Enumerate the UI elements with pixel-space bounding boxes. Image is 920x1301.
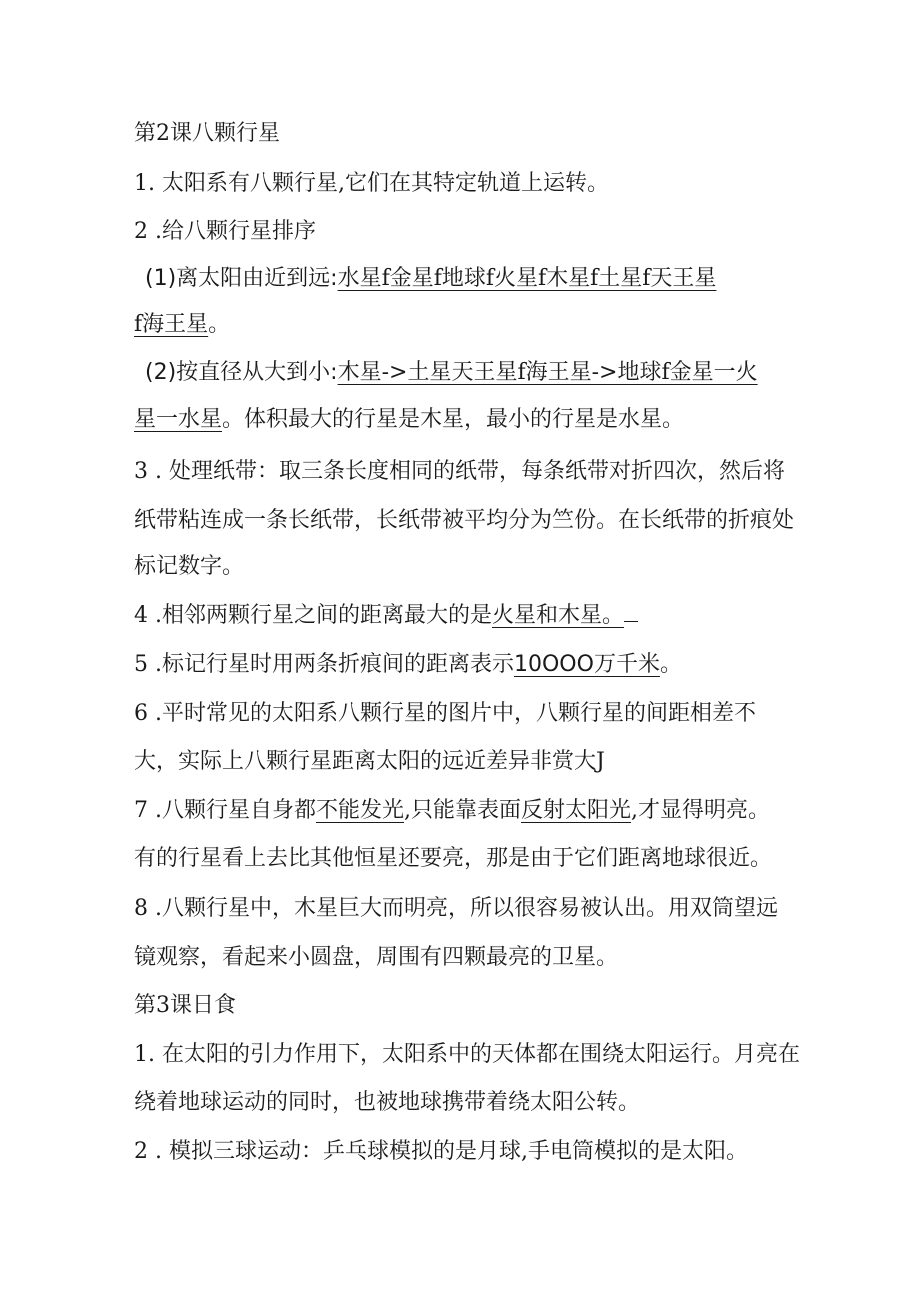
lesson2-title: 第2课八颗行星 bbox=[134, 121, 280, 146]
lesson2-item-7-line-2: 有的行星看上去比其他恒星还要亮，那是由于它们距离地球很近。 bbox=[134, 846, 773, 871]
scale-prefix: 5 .标记行星时用两条折痕间的距离表示 bbox=[134, 652, 514, 677]
lesson2-item-2-2-line-2 bbox=[134, 404, 684, 436]
answer-underline-tail bbox=[624, 603, 638, 622]
no-light-answer: 不能发光 bbox=[315, 798, 404, 823]
lesson2-item-3-line-2: 纸带粘连成一条长纸带，长纸带被平均分为竺份。在长纸带的折痕处 bbox=[134, 508, 795, 533]
largest-gap-answer: 火星和木星。 bbox=[492, 603, 625, 628]
order-by-distance-answer-b: f海王星 bbox=[134, 312, 209, 337]
reflect-answer: 反射太阳光 bbox=[521, 798, 632, 823]
lesson2-item-6-line-1: 6 .平时常见的太阳系八颗行星的图片中，八颗行星的间距相差不 bbox=[134, 701, 756, 726]
lesson2-item-2-2-line-1 bbox=[145, 357, 758, 389]
lesson2-item-1: 1. 太阳系有八颗行星,它们在其特定轨道上运转。 bbox=[134, 171, 609, 196]
order-by-distance-end: 。 bbox=[208, 312, 231, 337]
lesson3-item-1-line-1: 1. 在太阳的引力作用下，太阳系中的天体都在围绕太阳运行。月亮在 bbox=[134, 1042, 800, 1067]
lesson3-item-2: 2 . 模拟三球运动：乒乓球模拟的是月球,手电筒模拟的是太阳。 bbox=[134, 1139, 748, 1164]
lesson2-item-8-line-2: 镜观察，看起来小圆盘，周围有四颗最亮的卫星。 bbox=[134, 945, 619, 970]
order-by-diameter-rest: 。体积最大的行星是木星，最小的行星是水星。 bbox=[222, 407, 685, 432]
largest-gap-prefix: 4 .相邻两颗行星之间的距离最大的是 bbox=[134, 603, 492, 628]
lesson2-item-2-1-line-1 bbox=[145, 263, 716, 295]
lesson3-item-1-line-2: 绕着地球运动的同时，也被地球携带着绕太阳公转。 bbox=[134, 1090, 641, 1115]
order-by-diameter-answer-b: 星一水星 bbox=[134, 407, 223, 432]
order-by-diameter-label: (2)按直径从大到小: bbox=[145, 360, 338, 385]
no-light-prefix: 7 .八颗行星自身都 bbox=[134, 798, 316, 823]
lesson2-item-3-line-3: 标记数字。 bbox=[134, 554, 245, 579]
lesson2-item-8-line-1: 8 .八颗行星中，木星巨大而明亮，所以很容易被认出。用双筒望远 bbox=[134, 896, 778, 921]
lesson2-item-6-line-2: 大，实际上八颗行星距离太阳的远近差异非赏大J bbox=[134, 749, 605, 774]
order-by-distance-answer-a: 水星f金星f地球f火星f木星f土星f天王星 bbox=[337, 266, 717, 291]
scale-end: 。 bbox=[659, 652, 682, 677]
lesson2-item-2-1-line-2 bbox=[134, 309, 230, 341]
no-light-mid: ,只能靠表面 bbox=[404, 798, 521, 823]
lesson2-item-3-line-1: 3 . 处理纸带：取三条长度相同的纸带，每条纸带对折四次，然后将 bbox=[134, 459, 785, 484]
lesson2-item-4 bbox=[134, 600, 638, 632]
lesson2-item-7-line-1 bbox=[134, 795, 770, 827]
scale-answer: 10OOO万千米 bbox=[514, 652, 660, 677]
lesson2-item-2: 2 .给八颗行星排序 bbox=[134, 219, 316, 244]
lesson2-item-5 bbox=[134, 649, 682, 681]
lesson3-title: 第3课日食 bbox=[134, 993, 236, 1018]
no-light-end: ,才显得明亮。 bbox=[631, 798, 771, 823]
order-by-distance-label: (1)离太阳由近到远: bbox=[145, 266, 338, 291]
order-by-diameter-answer-a: 木星->土星天王星f海王星->地球f金星一火 bbox=[337, 360, 758, 385]
